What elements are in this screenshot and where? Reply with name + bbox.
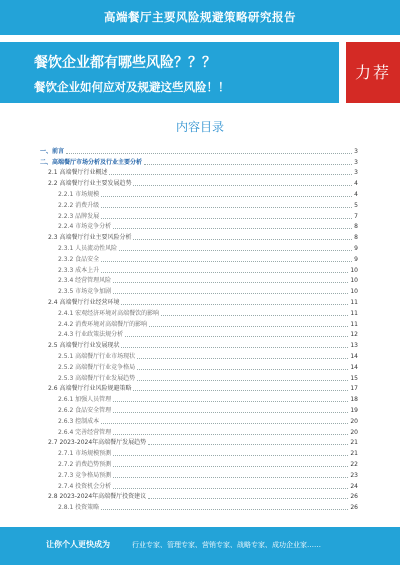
toc-entry[interactable] [40, 285, 358, 296]
toc-entry-page: 15 [350, 374, 358, 382]
toc-entry-page: 4 [354, 180, 358, 188]
toc-entry-title: 2.2.2 消费升级 [58, 201, 100, 209]
toc-entry[interactable] [40, 383, 358, 394]
recommend-badge [346, 42, 400, 103]
toc-entry[interactable] [40, 350, 358, 361]
toc-entry[interactable] [40, 415, 358, 426]
toc-entry[interactable] [40, 437, 358, 448]
toc-entry-title: 2.7.4 投资机会分析 [58, 482, 112, 490]
toc-entry[interactable] [40, 199, 358, 210]
toc-entry[interactable] [40, 156, 358, 167]
toc-entry-title: 2.7.1 市场规模预测 [58, 450, 112, 458]
badge-text: 力荐 [354, 63, 391, 82]
toc-entry[interactable] [40, 491, 358, 502]
toc-leader-dots [121, 303, 348, 305]
footer-bar [0, 527, 400, 565]
toc-entry-page: 14 [350, 363, 358, 371]
toc-leader-dots [101, 206, 352, 208]
toc-entry-page: 3 [354, 147, 358, 155]
toc-leader-dots [113, 433, 348, 435]
toc-entry-title: 2.7 2023-2024年高端餐厅发展趋势 [48, 439, 147, 447]
footer-right-text: 行业专家、管理专家、营销专家、战略专家、成功企业家…… [132, 541, 321, 549]
toc-entry[interactable] [40, 372, 358, 383]
toc-leader-dots [101, 422, 348, 424]
toc-entry-page: 12 [350, 331, 358, 339]
toc-leader-dots [137, 357, 348, 359]
toc-leader-dots [137, 379, 348, 381]
toc-entry-title: 2.6.2 食品安全管理 [58, 406, 112, 414]
toc-entry-title: 2.3.5 市场竞争加剧 [58, 288, 112, 296]
toc-entry-title: 2.2.1 市场规模 [58, 190, 100, 198]
toc-entry[interactable] [40, 264, 358, 275]
toc-leader-dots [161, 314, 348, 316]
toc-entry-page: 21 [350, 450, 358, 458]
toc-entry-title: 2.7.3 竞争格局预测 [58, 471, 112, 479]
toc-entry-page: 8 [354, 234, 358, 242]
toc-entry[interactable] [40, 275, 358, 286]
table-of-contents [40, 145, 358, 512]
toc-leader-dots [137, 368, 348, 370]
toc-entry-title: 一、前言 [40, 147, 65, 155]
toc-entry[interactable] [40, 177, 358, 188]
toc-entry-page: 20 [350, 428, 358, 436]
toc-entry[interactable] [40, 231, 358, 242]
toc-entry-page: 11 [350, 309, 358, 317]
toc-entry-page: 3 [354, 169, 358, 177]
toc-entry-title: 2.6.4 完善经营管理 [58, 428, 112, 436]
toc-leader-dots [119, 249, 352, 251]
toc-entry[interactable] [40, 393, 358, 404]
toc-leader-dots [113, 400, 348, 402]
toc-entry-page: 10 [350, 277, 358, 285]
toc-entry-page: 9 [354, 244, 358, 252]
toc-entry-title: 2.6 高端餐厅行业风险规避策略 [48, 385, 132, 393]
toc-entry-page: 21 [350, 439, 358, 447]
toc-entry[interactable] [40, 145, 358, 156]
hero-title-box [0, 42, 339, 103]
toc-leader-dots [113, 476, 348, 478]
toc-leader-dots [109, 173, 352, 175]
toc-entry-page: 18 [350, 396, 358, 404]
toc-entry-title: 2.5.3 高端餐厅行业发展趋势 [58, 374, 136, 382]
toc-entry[interactable] [40, 329, 358, 340]
toc-entry-page: 22 [350, 460, 358, 468]
toc-entry-page: 11 [350, 298, 358, 306]
footer-left-text: 让你个人更快成为 [46, 540, 110, 549]
toc-entry-page: 9 [354, 255, 358, 263]
toc-entry-title: 2.4.1 宏观经济环境对高端餐饮的影响 [58, 309, 160, 317]
toc-entry[interactable] [40, 361, 358, 372]
hero-question: 餐饮企业都有哪些风险？？？ [34, 55, 216, 71]
toc-entry-title: 2.1 高端餐厅行业概述 [48, 169, 108, 177]
toc-leader-dots [113, 465, 348, 467]
toc-leader-dots [133, 389, 348, 391]
toc-leader-dots [148, 443, 348, 445]
toc-entry-page: 26 [350, 493, 358, 501]
toc-leader-dots [113, 487, 348, 489]
toc-leader-dots [113, 454, 348, 456]
toc-entry[interactable] [40, 253, 358, 264]
toc-entry-title: 2.5.2 高端餐厅行业竞争格局 [58, 363, 136, 371]
toc-entry-title: 2.2 高端餐厅行业主要发展趋势 [48, 180, 132, 188]
toc-leader-dots [113, 281, 348, 283]
toc-entry-title: 2.3.3 成本上升 [58, 266, 100, 274]
toc-leader-dots [66, 152, 352, 154]
toc-entry-title: 2.2.3 品牌发展 [58, 212, 100, 220]
toc-entry[interactable] [40, 210, 358, 221]
toc-entry[interactable] [40, 167, 358, 178]
toc-leader-dots [101, 508, 348, 510]
toc-entry-title: 2.8 2023-2024年高端餐厅投资建议 [48, 493, 147, 501]
toc-leader-dots [101, 271, 348, 273]
toc-entry-title: 2.4.2 消费环境对高端餐厅的影响 [58, 320, 148, 328]
toc-entry[interactable] [40, 339, 358, 350]
toc-entry-title: 2.8.1 投资策略 [58, 504, 100, 512]
toc-entry-page: 24 [350, 482, 358, 490]
toc-entry-page: 10 [350, 288, 358, 296]
toc-leader-dots [113, 227, 352, 229]
toc-entry-title: 二、高端餐厅市场分析及行业主要分析 [40, 158, 143, 166]
toc-leader-dots [113, 292, 348, 294]
toc-entry[interactable] [40, 296, 358, 307]
hero-subtitle: 餐饮企业如何应对及规避这些风险！！ [34, 80, 230, 94]
toc-entry-page: 23 [350, 471, 358, 479]
toc-entry[interactable] [40, 426, 358, 437]
toc-entry-title: 2.7.2 消费趋势预测 [58, 460, 112, 468]
toc-leader-dots [121, 346, 348, 348]
toc-entry-title: 2.6.3 控制成本 [58, 417, 100, 425]
toc-leader-dots [144, 163, 352, 165]
toc-entry[interactable] [40, 242, 358, 253]
toc-entry-title: 2.6.1 加强人员管理 [58, 396, 112, 404]
toc-entry-page: 8 [354, 223, 358, 231]
toc-leader-dots [101, 195, 352, 197]
toc-entry[interactable] [40, 501, 358, 512]
toc-entry-page: 14 [350, 352, 358, 360]
report-title: 高端餐厅主要风险规避策略研究报告 [104, 10, 296, 24]
toc-entry-page: 4 [354, 190, 358, 198]
toc-entry-title: 2.4.3 行业政策法规分析 [58, 331, 124, 339]
toc-leader-dots [113, 411, 348, 413]
toc-entry-title: 2.2.4 市场竞争分析 [58, 223, 112, 231]
report-title-banner [0, 0, 400, 35]
toc-entry[interactable] [40, 318, 358, 329]
toc-leader-dots [148, 497, 348, 499]
toc-entry[interactable] [40, 221, 358, 232]
toc-entry-page: 11 [350, 320, 358, 328]
toc-leader-dots [133, 238, 352, 240]
toc-entry-title: 2.5 高端餐厅行业发展现状 [48, 342, 120, 350]
toc-entry[interactable] [40, 404, 358, 415]
toc-entry-page: 3 [354, 158, 358, 166]
toc-entry[interactable] [40, 480, 358, 491]
toc-leader-dots [149, 325, 348, 327]
toc-entry-page: 19 [350, 406, 358, 414]
toc-entry-page: 20 [350, 417, 358, 425]
toc-entry-page: 13 [350, 342, 358, 350]
toc-leader-dots [101, 260, 352, 262]
toc-entry-page: 7 [354, 212, 358, 220]
toc-entry[interactable] [40, 469, 358, 480]
toc-heading: 内容目录 [175, 120, 224, 134]
toc-leader-dots [125, 335, 348, 337]
toc-entry-page: 5 [354, 201, 358, 209]
toc-entry-page: 10 [350, 266, 358, 274]
toc-entry-title: 2.3.2 食品安全 [58, 255, 100, 263]
toc-leader-dots [133, 184, 352, 186]
toc-entry[interactable] [40, 307, 358, 318]
toc-entry[interactable] [40, 188, 358, 199]
toc-entry-title: 2.3 高端餐厅行业主要风险分析 [48, 234, 132, 242]
toc-entry-page: 26 [350, 504, 358, 512]
toc-entry-page: 17 [350, 385, 358, 393]
toc-entry-title: 2.3.1 人员流动性风险 [58, 244, 118, 252]
toc-entry[interactable] [40, 458, 358, 469]
toc-entry[interactable] [40, 447, 358, 458]
toc-entry-title: 2.5.1 高端餐厅行业市场现状 [58, 352, 136, 360]
toc-entry-title: 2.4 高端餐厅行业经营环境 [48, 298, 120, 306]
toc-leader-dots [101, 217, 352, 219]
toc-entry-title: 2.3.4 经营管理风险 [58, 277, 112, 285]
